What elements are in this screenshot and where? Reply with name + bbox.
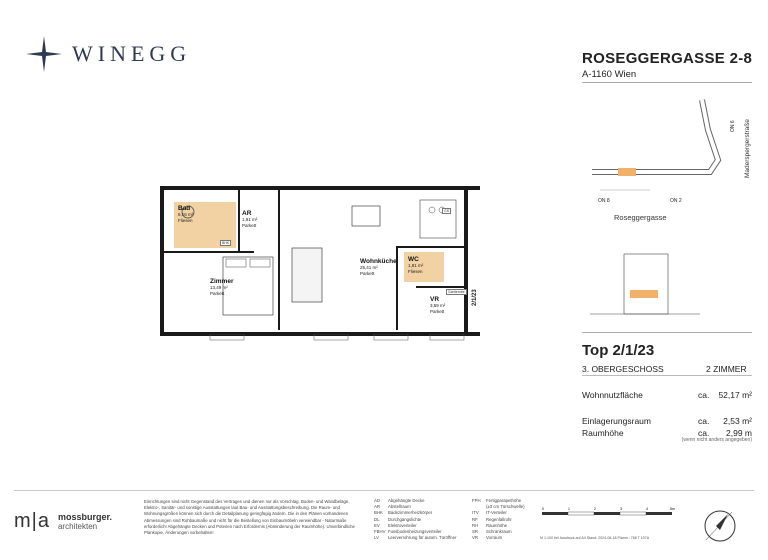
room-name: WC [408, 256, 419, 263]
scale-tick: 1 [568, 507, 570, 511]
wall [164, 251, 254, 253]
room-floor: Parkett [430, 309, 445, 314]
scale-caption: M 1:100 bei Ausdruck auf A4 Stand: 2024-06-18 Planm.: 768 T 107A [540, 536, 650, 540]
scale-tick: 3 [620, 507, 622, 511]
wall [278, 190, 280, 330]
room-floor: Parkett [242, 223, 257, 228]
room-name: Zimmer [210, 278, 234, 285]
wall [160, 186, 480, 190]
room-floor: Fliesen [178, 218, 193, 223]
scale-tick: 5m [670, 507, 675, 511]
divider [582, 82, 752, 83]
highlighted-floor [630, 290, 658, 298]
area-value: 52,17 m² [718, 390, 752, 400]
room-vr [430, 296, 464, 326]
room-area: 13,49 m² [210, 285, 228, 290]
disclaimer: Einrichtungen sind nicht Gegenstand des Vertrages und dienen nur als Vorschlag. Boden- und Wandbeläge, Elektro-, Sanitär- und sonstige Ausstattungen laut Bau- und Ausstattungsbeschreibung. Die Raum- und Wohnungsgrößen können sich durch die Detailplanung geringfügig ändern. Die in den Plänen vorhandenen Abmessungen sind Rohbaumaße und nicht für die Bestellung von Einbaumöbeln verwendbar - Naturmaße erforderlich! Abgehängte Decken und Poterien nach Erfordernis (Abminderung der Raumhöhe). Unverbindliche Plankopie, Änderungen vorbehalten! [144, 499, 355, 536]
garderobe-tag: Garderobe [448, 290, 465, 294]
unit-id-label: 2/1/23 [472, 289, 478, 306]
brand-logo [26, 36, 191, 72]
room-floor: Parkett [360, 271, 375, 276]
room-area: 1,81 m² [408, 263, 424, 268]
legend-row: AR Abstellraum [374, 504, 411, 510]
room-name: VR [430, 296, 440, 303]
legend-a [374, 498, 456, 541]
legend-row: AD Abgehängte Decke [374, 498, 425, 503]
wall [160, 186, 164, 336]
room-ar [242, 210, 276, 240]
north-arrow-icon [702, 508, 738, 544]
wall [238, 190, 240, 252]
architect-logo [14, 510, 112, 533]
scale-tick: 4 [646, 507, 648, 511]
ca-label: ca. [698, 428, 710, 438]
compass-star-icon [26, 36, 62, 72]
sink-icon [178, 204, 198, 220]
room-floor: Fliesen [408, 269, 423, 274]
divider [14, 490, 754, 491]
room-wohnkueche [360, 258, 410, 288]
address-city: A-1160 Wien [582, 69, 637, 80]
divider [582, 375, 752, 376]
bed-icon [222, 256, 274, 316]
scale-tick: 2 [594, 507, 596, 511]
legend-row: VR Vorraum [472, 535, 503, 541]
legend-row: DL Durchgangslichte [374, 516, 422, 522]
room-name: Bad [178, 205, 191, 212]
bhk-tag: BHK [222, 241, 230, 245]
architect-sub: architekten [57, 522, 98, 531]
ca-label: ca. [698, 390, 710, 400]
unit-title: Top 2/1/23 [582, 342, 655, 359]
window-markers [160, 334, 480, 348]
storage-value: 2,53 m² [723, 416, 752, 426]
legend-b [472, 498, 525, 541]
room-area: 6,16 m² [178, 212, 194, 217]
legend-row: ITV IT-Verteiler [472, 510, 507, 516]
street-right: Maderspergerstraße [744, 119, 751, 178]
section-drawing [590, 244, 700, 324]
legend-row: (±3 cm Türschwelle) [486, 504, 525, 510]
street-bottom: Roseggergasse [614, 213, 667, 222]
room-name: AR [242, 210, 252, 217]
site-marker-on6: ON 6 [730, 120, 736, 132]
room-name: Wohnküche [360, 258, 397, 265]
site-marker-on8: ON 8 [598, 198, 610, 204]
scale-bar [540, 506, 680, 526]
kitchen-counter-icon [418, 198, 458, 240]
room-area: 1,91 m² [242, 217, 258, 222]
divider [582, 332, 752, 333]
legend-row: EV Elektroverteiler [374, 522, 417, 528]
site-map [590, 90, 760, 225]
legend-row: RF Regenfallrohr [472, 516, 512, 522]
address-street: ROSEGGERGASSE 2-8 [582, 50, 753, 67]
site-marker-on2: ON 2 [670, 198, 682, 204]
dining-table-icon [346, 202, 386, 238]
scale-tick: 0 [542, 507, 544, 511]
wall [416, 286, 466, 288]
legend-row: RH Raumhöhe [472, 522, 508, 528]
room-floor: Parkett [210, 291, 225, 296]
wall [464, 186, 468, 336]
room-wc [404, 252, 444, 282]
room-count: 2 ZIMMER [706, 364, 747, 374]
room-area: 3,59 m² [430, 303, 446, 308]
wall [396, 246, 466, 248]
legend-row: BHK Badezimmerheizkörper [374, 510, 433, 516]
legend-row: SR Schrankraum [472, 529, 512, 535]
legend-row: FPH Fertigparapethöhe [472, 498, 522, 503]
floor-label: 3. OBERGESCHOSS [582, 364, 664, 374]
height-note: (wenn nicht anders angegeben) [681, 437, 752, 443]
floor-plan [160, 186, 480, 356]
height-value: 2,99 m [726, 428, 752, 438]
area-label: Wohnnutzfläche [582, 390, 643, 400]
legend-row: FBHV Fussbodenheizungsverteiler [374, 529, 442, 535]
room-area: 25,41 m² [360, 265, 378, 270]
ca-label: ca. [698, 416, 710, 426]
brand-name: WINEGG [72, 41, 192, 66]
legend-row: LV Leerverrohrung für autom. Türöffner [374, 535, 457, 541]
highlighted-unit [618, 168, 636, 176]
height-label: Raumhöhe [582, 428, 624, 438]
architect-mark: m|a [14, 510, 50, 532]
storage-label: Einlagerungsraum [582, 416, 651, 426]
sofa-icon [290, 246, 330, 306]
gs-tag: GS [444, 209, 450, 213]
architect-name: mossburger. [57, 512, 113, 522]
